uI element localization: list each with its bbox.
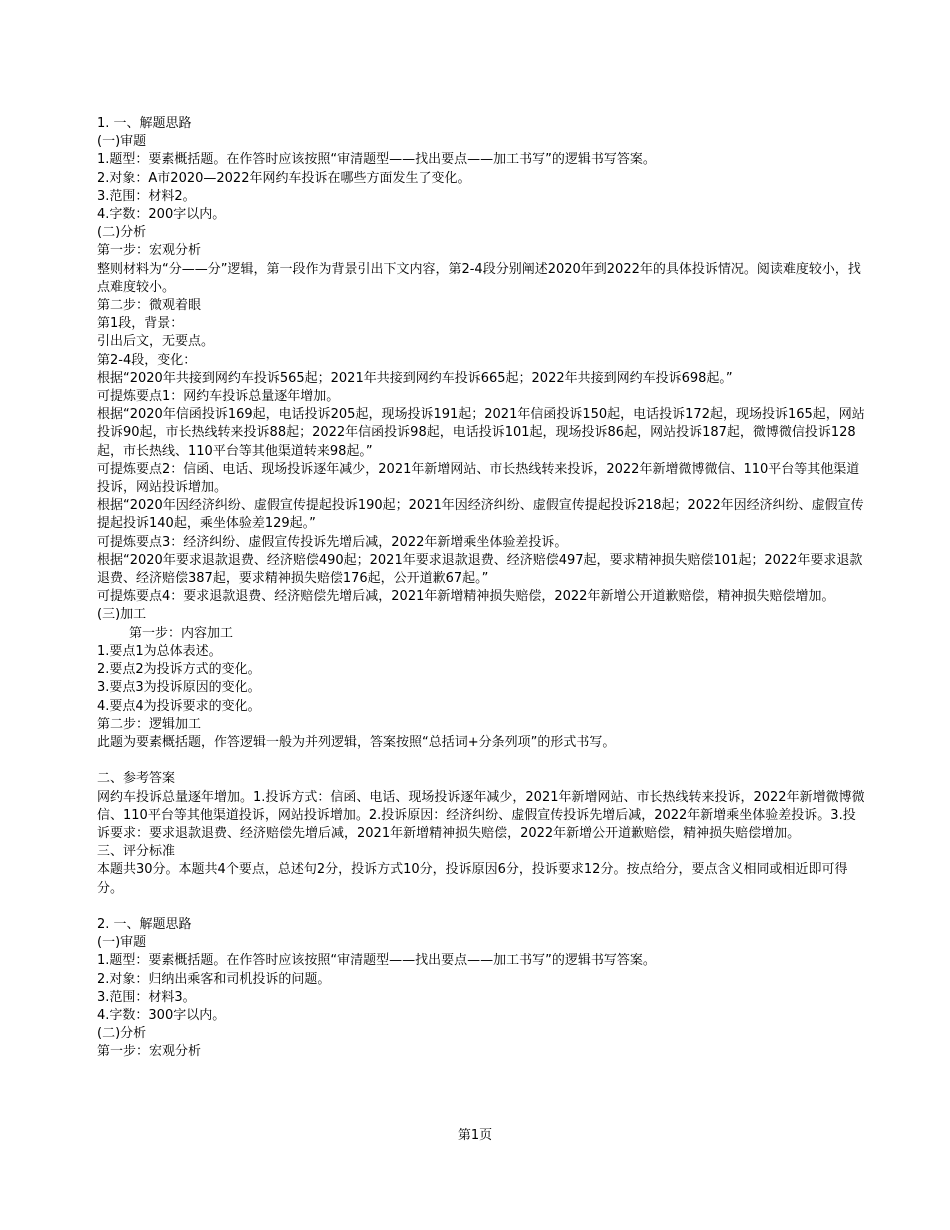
para2-4-change: 第2-4段，变化： <box>97 352 197 368</box>
quote-total: 根据“2020年共接到网约车投诉565起；2021年共接到网约车投诉665起；2022年共接到网约车投诉698起。” <box>97 370 733 386</box>
section-processing: (三)加工 <box>97 607 147 623</box>
quote-demands: 根据“2020年要求退款退费、经济赔偿490起；2021年要求退款退费、经济赔偿497起，要求精神损失赔偿101起；2022年要求退款退费、经济赔偿387起，要求精神损失赔偿176起，公开道歉67起。” <box>97 552 863 587</box>
q2-step-macro: 第一步：宏观分析 <box>97 1044 202 1060</box>
review-scope: 3.范围：材料2。 <box>97 188 196 204</box>
q2-review-scope: 3.范围：材料3。 <box>97 989 196 1005</box>
section-review: (一)审题 <box>97 134 147 150</box>
page-number: 第1页 <box>457 1128 493 1143</box>
q1-heading: 1. 一、解题思路 <box>97 116 192 131</box>
review-object: 2.对象：A市2020—2022年网约车投诉在哪些方面发生了变化。 <box>97 170 471 186</box>
processing-item-3: 3.要点3为投诉原因的变化。 <box>97 680 261 696</box>
scoring-heading: 三、评分标准 <box>97 844 176 860</box>
point-3: 可提炼要点3：经济纠纷、虚假宣传投诉先增后减，2022年新增乘坐体验差投诉。 <box>97 534 568 550</box>
para1-note: 引出后文，无要点。 <box>97 334 215 350</box>
q2-review-type: 1.题型：要素概括题。在作答时应该按照“审清题型——找出要点——加工书写”的逻辑书写答案。 <box>97 953 656 969</box>
document-body <box>97 115 867 1062</box>
processing-item-4: 4.要点4为投诉要求的变化。 <box>97 698 261 714</box>
quote-reasons: 根据“2020年因经济纠纷、虚假宣传提起投诉190起；2021年因经济纠纷、虚假宣传提起投诉218起；2022年因经济纠纷、虚假宣传提起投诉140起，乘坐体验差129起。” <box>97 498 864 532</box>
point-4: 可提炼要点4：要求退款退费、经济赔偿先增后减，2021年新增精神损失赔偿，2022年新增公开道歉赔偿，精神损失赔偿增加。 <box>97 589 835 605</box>
step-micro: 第二步：微观着眼 <box>97 298 202 314</box>
answer-heading: 二、参考答案 <box>97 771 176 787</box>
quote-channels: 根据“2020年信函投诉169起，电话投诉205起，现场投诉191起；2021年信函投诉150起，电话投诉172起，现场投诉165起，网站投诉90起，市长热线转来投诉88起；2022年信函投诉98起，电话投诉101起，现场投诉86起，网站投诉187起，微博微信投诉128起，市长热线、110平台等其他渠道转来98起。” <box>97 407 865 459</box>
review-word-count: 4.字数：200字以内。 <box>97 207 226 223</box>
review-type: 1.题型：要素概括题。在作答时应该按照“审清题型——找出要点——加工书写”的逻辑书写答案。 <box>97 152 656 168</box>
para1-background: 第1段，背景： <box>97 316 184 332</box>
point-1: 可提炼要点1：网约车投诉总量逐年增加。 <box>97 389 340 405</box>
step-logic-processing: 第二步：逻辑加工 <box>97 716 202 732</box>
logic-processing-text: 此题为要素概括题，作答逻辑一般为并列逻辑，答案按照“总括词+分条列项”的形式书写。 <box>97 734 616 750</box>
q2-review-object: 2.对象：归纳出乘客和司机投诉的问题。 <box>97 971 331 987</box>
step-macro: 第一步：宏观分析 <box>97 243 202 259</box>
answer-text: 网约车投诉总量逐年增加。1.投诉方式：信函、电话、现场投诉逐年减少，2021年新增网站、市长热线转来投诉，2022年新增微博微信、110平台等其他渠道投诉，网站投诉增加。2.投诉原因：经济纠纷、虚假宣传投诉先增后减，2022年新增乘坐体验差投诉。3.投诉要求：要求退款退费、经济赔偿先增后减，2021年新增精神损失赔偿，2022年新增公开道歉赔偿，精神损失赔偿增加。 <box>97 789 865 841</box>
step-content-processing: 第一步：内容加工 <box>129 625 234 641</box>
blank-line <box>97 752 867 770</box>
blank-line <box>97 898 867 916</box>
section-analysis: (二)分析 <box>97 225 147 241</box>
q2-section-analysis: (二)分析 <box>97 1026 147 1042</box>
point-2: 可提炼要点2：信函、电话、现场投诉逐年减少，2021年新增网站、市长热线转来投诉，2022年新增微博微信、110平台等其他渠道投诉，网站投诉增加。 <box>97 461 860 496</box>
q2-section-review: (一)审题 <box>97 935 147 951</box>
scoring-text: 本题共30分。本题共4个要点，总述句2分，投诉方式10分，投诉原因6分，投诉要求12分。按点给分，要点含义相同或相近即可得分。 <box>97 862 848 896</box>
macro-analysis-text: 整则材料为“分——分”逻辑，第一段作为背景引出下文内容，第2-4段分别阐述2020年到2022年的具体投诉情况。阅读难度较小，找点难度较小。 <box>97 261 861 295</box>
q2-review-word-count: 4.字数：300字以内。 <box>97 1007 226 1023</box>
processing-item-2: 2.要点2为投诉方式的变化。 <box>97 662 261 678</box>
processing-item-1: 1.要点1为总体表述。 <box>97 643 222 659</box>
q2-heading: 2. 一、解题思路 <box>97 916 192 932</box>
